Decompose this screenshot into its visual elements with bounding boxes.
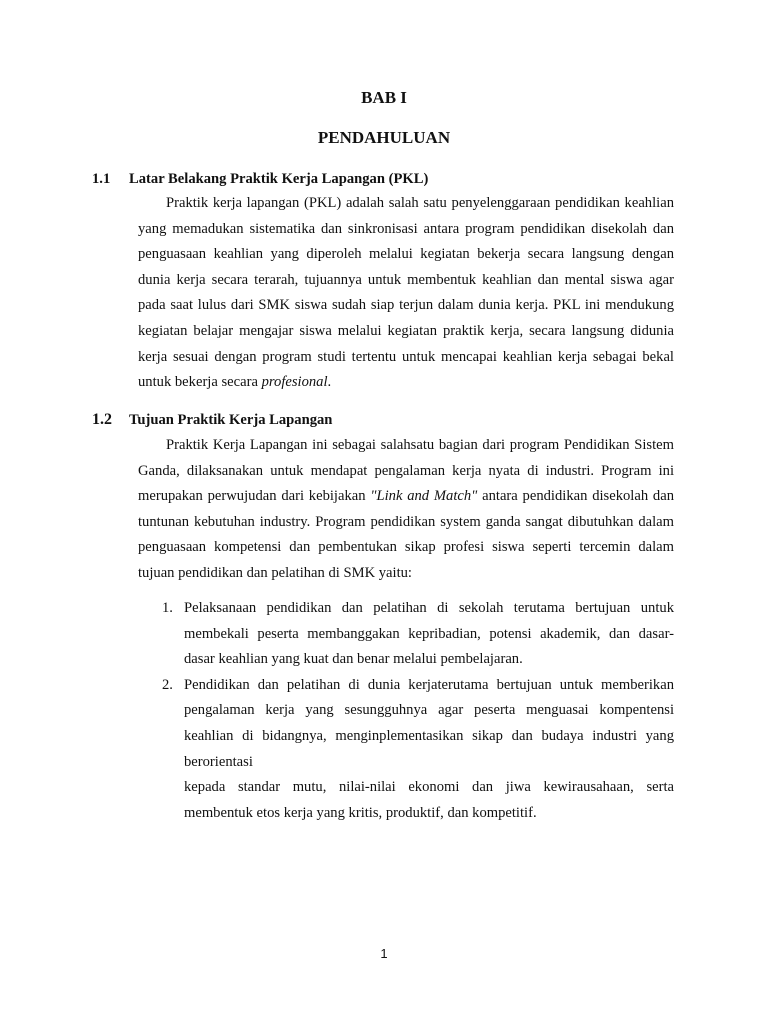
paragraph-text: Praktik kerja lapangan (PKL) adalah salah satu penyelenggaraan pendidikan keahlian yang memadukan sistematika dan sinkronisasi antara program pendidikan disekolah dan penguasaan keahlian yang diperoleh melalui kegiatan bekerja secara langsung dengan dunia kerja secara terarah, tujuannya untuk membentuk keahlian dan mental siswa agar pada saat lulus dari SMK siswa sudah siap terjun dalam dunia kerja. PKL ini mendukung kegiatan belajar mengajar siswa melalui kegiatan praktik kerja, secara langsung didunia kerja sesuai dengan program studi tertentu untuk mencapai keahlian kerja sebagai bekal untuk bekerja secara <box>138 195 674 391</box>
list-item-line: Pendidikan dan pelatihan di dunia kerjaterutama bertujuan untuk memberikan <box>184 676 674 693</box>
objectives-list <box>162 596 674 826</box>
list-item-line: pengalaman kerja yang sesungguhnya agar peserta menguasai kompentensi <box>184 702 674 719</box>
list-item-line: Pelaksanaan pendidikan dan pelatihan di sekolah terutama bertujuan untuk <box>184 600 674 616</box>
section-title: Tujuan Praktik Kerja Lapangan <box>129 412 333 428</box>
list-item-line: membentuk etos kerja yang kritis, produktif, dan kompetitif. <box>184 804 537 821</box>
section-number: 1.1 <box>92 171 111 187</box>
page-number: 1 <box>380 946 388 961</box>
list-item <box>162 596 674 673</box>
list-marker: 1. <box>162 600 173 616</box>
section-title: Latar Belakang Praktik Kerja Lapangan (PKL) <box>129 171 429 187</box>
section-heading-1-2 <box>92 411 332 429</box>
list-item-line: dasar keahlian yang kuat dan benar melalui pembelajaran. <box>184 651 523 668</box>
paragraph-italic-term: profesional <box>261 374 328 391</box>
paragraph-text-after-quote: antara pendidikan disekolah dan tuntunan kebutuhan industry. Program pendidikan system ganda sangat dibutuhkan dalam penguasaan kompetensi dan pembentukan sikap profesi siswa seperti tercemin dalam tujuan pendidikan dan pelatihan di SMK yaitu: <box>138 488 674 581</box>
list-marker: 2. <box>162 676 173 693</box>
section-paragraph-1-2 <box>138 433 674 587</box>
list-item-line: kepada standar mutu, nilai-nilai ekonomi dan jiwa kewirausahaan, serta <box>184 779 674 796</box>
chapter-title: PENDAHULUAN <box>317 128 451 147</box>
list-item-line: keahlian di bidangnya, menginplementasikan sikap dan budaya industri yang <box>184 727 674 744</box>
chapter-label: BAB I <box>361 88 407 107</box>
list-item <box>162 673 674 827</box>
list-item-line: berorientasi <box>184 753 253 770</box>
list-item-line: membekali peserta membanggakan kepribadian, potensi akademik, dan dasar- <box>184 625 674 642</box>
link-and-match-quote: "Link and Match" <box>370 488 478 505</box>
section-paragraph-1-1 <box>138 191 674 396</box>
paragraph-text-before-quote: Praktik Kerja Lapangan ini sebagai salahsatu bagian dari program Pendidikan Sistem Ganda, dilaksanakan untuk mendapat pengalaman kerja nyata di industri. Program ini merupakan perwujudan dari kebijakan <box>138 437 674 505</box>
paragraph-end: . <box>327 374 332 391</box>
section-number: 1.2 <box>92 411 112 428</box>
section-heading-1-1 <box>92 170 428 188</box>
